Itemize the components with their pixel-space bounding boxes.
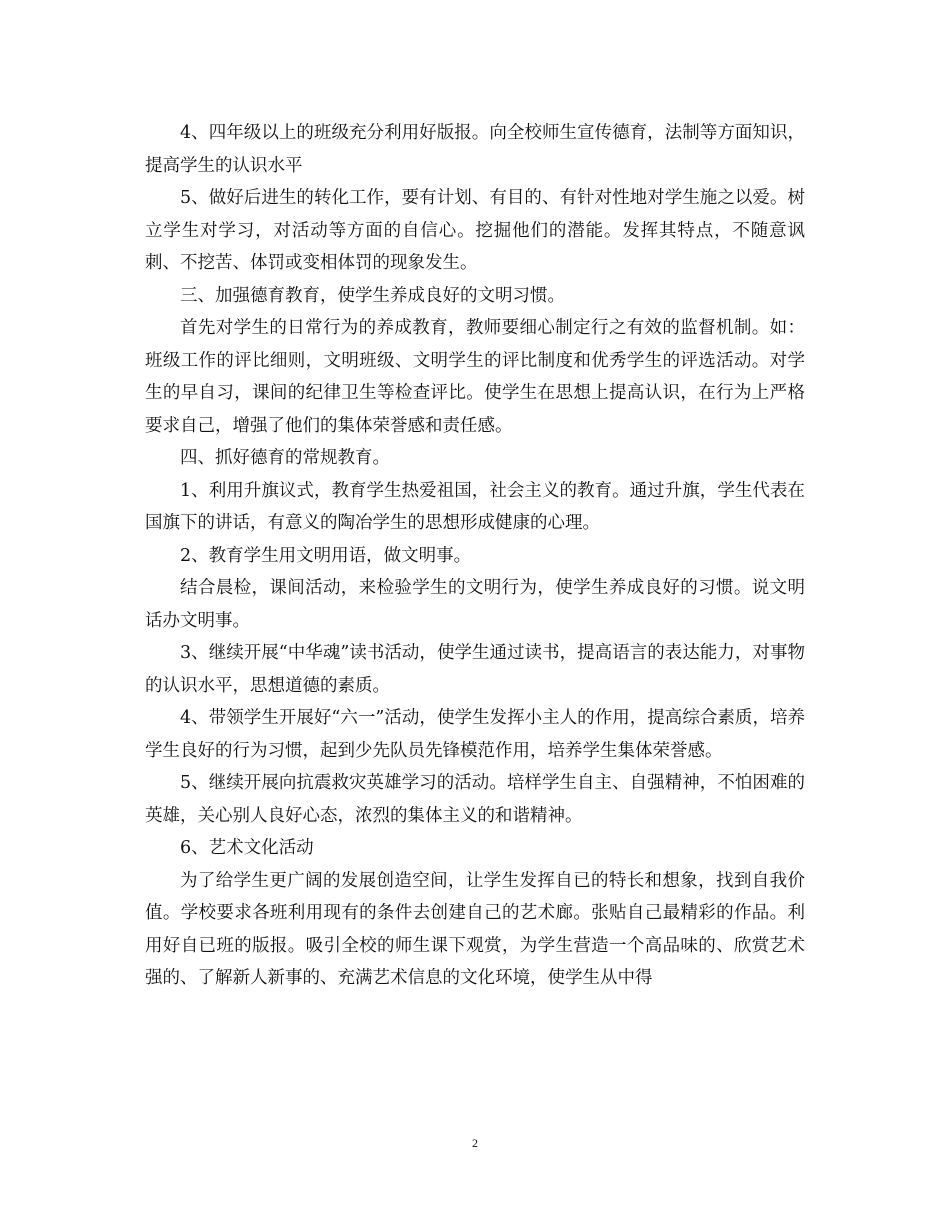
paragraph-item-4-childrens-day: 4、带领学生开展好“六一”活动，使学生发挥小主人的作用，提高综合素质，培养学生良好的行为习惯，起到少先队员先锋模范作用，培养学生集体荣誉感。 <box>145 708 805 761</box>
paragraph-item-3-reading: 3、继续开展“中华魂”读书活动，使学生通过读书，提高语言的表达能力，对事物的认识水平，思想道德的素质。 <box>145 643 805 696</box>
paragraph-item-5-heroes: 5、继续开展向抗震救灾英雄学习的活动。培样学生自主、自强精神，不怕困难的英雄，关心别人良好心态，浓烈的集体主义的和谐精神。 <box>145 773 805 826</box>
section-heading-3: 三、加强德育教育，使学生养成良好的文明习惯。 <box>180 285 565 306</box>
paragraph-morning-check: 结合晨检，课间活动，来检验学生的文明行为，使学生养成良好的习惯。说文明话办文明事。 <box>145 578 805 631</box>
paragraph-item-6-arts: 6、艺术文化活动 <box>180 838 314 858</box>
paragraph-item-5-underachievers: 5、做好后进生的转化工作，要有计划、有目的、有针对性地对学生施之以爱。树立学生对学习，对活动等方面的自信心。挖掘他们的潜能。发挥其特点，不随意讽刺、不挖苦、体罚或变相体罚的现象发生。 <box>145 188 805 273</box>
paragraph-item-2-civil-language: 2、教育学生用文明用语，做文明事。 <box>180 545 472 566</box>
paragraph-item-4-bulletin: 4、四年级以上的班级充分利用好版报。向全校师生宣传德育，法制等方面知识，提高学生的认识水平 <box>145 123 805 176</box>
paragraph-art-gallery: 为了给学生更广阔的发展创造空间，让学生发挥自已的特长和想象，找到自我价值。学校要求各班利用现有的条件去创建自己的艺术廊。张贴自己最精彩的作品。利用好自已班的版报。吸引全校的师生课下观赏，为学生营造一个高品味的、欣赏艺术强的、了解新人新事的、充满艺术信息的文化环境，使学生从中得 <box>145 870 805 988</box>
document-body <box>145 117 805 995</box>
section-heading-4: 四、抓好德育的常规教育。 <box>180 448 390 468</box>
paragraph-item-1-flag-ceremony: 1、利用升旗议式，教育学生热爱祖国，社会主义的教育。通过升旗，学生代表在国旗下的讲话，有意义的陶冶学生的思想形成健康的心理。 <box>145 480 805 533</box>
page-number: 2 <box>472 1136 478 1150</box>
paragraph-supervision: 首先对学生的日常行为的养成教育，教师要细心制定行之有效的监督机制。如：班级工作的评比细则，文明班级、文明学生的评比制度和优秀学生的评选活动。对学生的早自习，课间的纪律卫生等检查评比。使学生在思想上提高认识，在行为上严格要求自己，增强了他们的集体荣誉感和责任感。 <box>145 318 805 436</box>
